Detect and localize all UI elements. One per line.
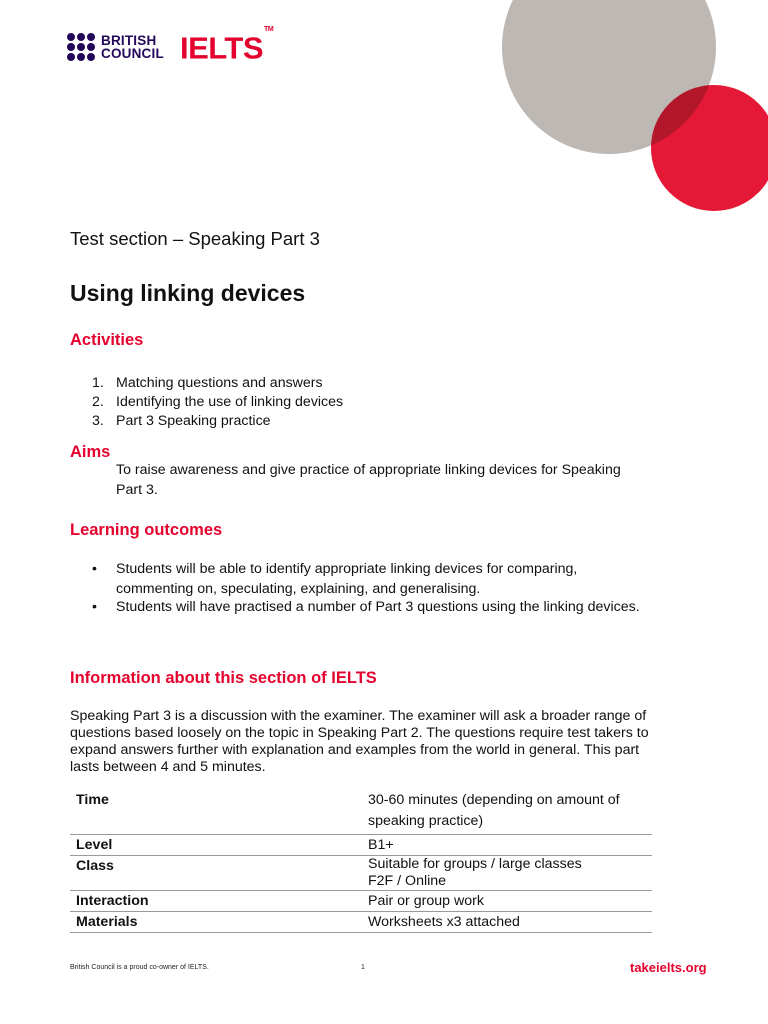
info-paragraph: Speaking Part 3 is a discussion with the examiner. The examiner will ask a broader range of questions based loosely on the topic in Speaking Part 2. The questions require test takers to expand answers further with explanation and examples from the world in general. This part lasts between 4 and 5 minutes. bbox=[70, 708, 649, 775]
table-row bbox=[70, 788, 652, 835]
ielts-logo bbox=[180, 28, 273, 66]
bullet-item bbox=[92, 560, 652, 599]
table-value: Worksheets x3 attached bbox=[368, 914, 520, 930]
page-title: Using linking devices bbox=[70, 280, 306, 306]
bullet-text: Students will have practised a number of Part 3 questions using the linking devices. bbox=[116, 599, 640, 615]
brand-line-2: COUNCIL bbox=[101, 46, 164, 61]
page-number: 1 bbox=[361, 964, 365, 971]
table-value: 30-60 minutes (depending on amount of speaking practice) bbox=[368, 792, 620, 829]
table-value: B1+ bbox=[368, 837, 394, 853]
table-value-line: F2F / Online bbox=[368, 873, 447, 889]
table-key: Time bbox=[76, 792, 109, 808]
table-row bbox=[70, 835, 652, 856]
table-key: Class bbox=[76, 858, 114, 874]
list-number: 1. bbox=[92, 375, 104, 391]
ielts-logo-text: IELTS bbox=[180, 30, 264, 66]
lesson-info-table bbox=[70, 788, 652, 933]
ielts-trademark: TM bbox=[264, 26, 274, 33]
section-label: Test section – Speaking Part 3 bbox=[70, 228, 320, 249]
table-value bbox=[362, 856, 652, 891]
table-key: Level bbox=[76, 837, 113, 853]
list-text: Matching questions and answers bbox=[116, 375, 323, 391]
website-link[interactable]: takeielts.org bbox=[630, 960, 707, 975]
activities-heading: Activities bbox=[70, 331, 144, 349]
bullet-icon: • bbox=[92, 561, 97, 577]
aims-text: To raise awareness and give practice of appropriate linking devices for Speaking Part 3. bbox=[116, 462, 621, 498]
list-number: 2. bbox=[92, 394, 104, 410]
table-row bbox=[70, 891, 652, 912]
footer-note: British Council is a proud co-owner of IELTS. bbox=[70, 964, 209, 971]
table-key: Interaction bbox=[76, 893, 149, 909]
bullet-text: Students will be able to identify appropriate linking devices for comparing, commenting on, speculating, explaining, and generalising. bbox=[116, 561, 578, 597]
outcomes-heading: Learning outcomes bbox=[70, 521, 223, 539]
brand-line-1: BRITISH bbox=[101, 33, 157, 48]
table-row bbox=[70, 856, 652, 891]
list-text: Identifying the use of linking devices bbox=[116, 394, 344, 410]
aims-heading: Aims bbox=[70, 443, 111, 461]
table-value: Pair or group work bbox=[368, 893, 484, 909]
table-value-line: Suitable for groups / large classes bbox=[368, 856, 582, 872]
table-row bbox=[70, 912, 652, 933]
list-number: 3. bbox=[92, 413, 104, 429]
list-text: Part 3 Speaking practice bbox=[116, 413, 271, 429]
info-heading: Information about this section of IELTS bbox=[70, 669, 377, 687]
bullet-item bbox=[92, 598, 652, 618]
table-key: Materials bbox=[76, 914, 138, 930]
british-council-logo-icon bbox=[67, 33, 97, 63]
british-council-wordmark bbox=[101, 34, 164, 60]
bullet-icon: • bbox=[92, 599, 97, 615]
